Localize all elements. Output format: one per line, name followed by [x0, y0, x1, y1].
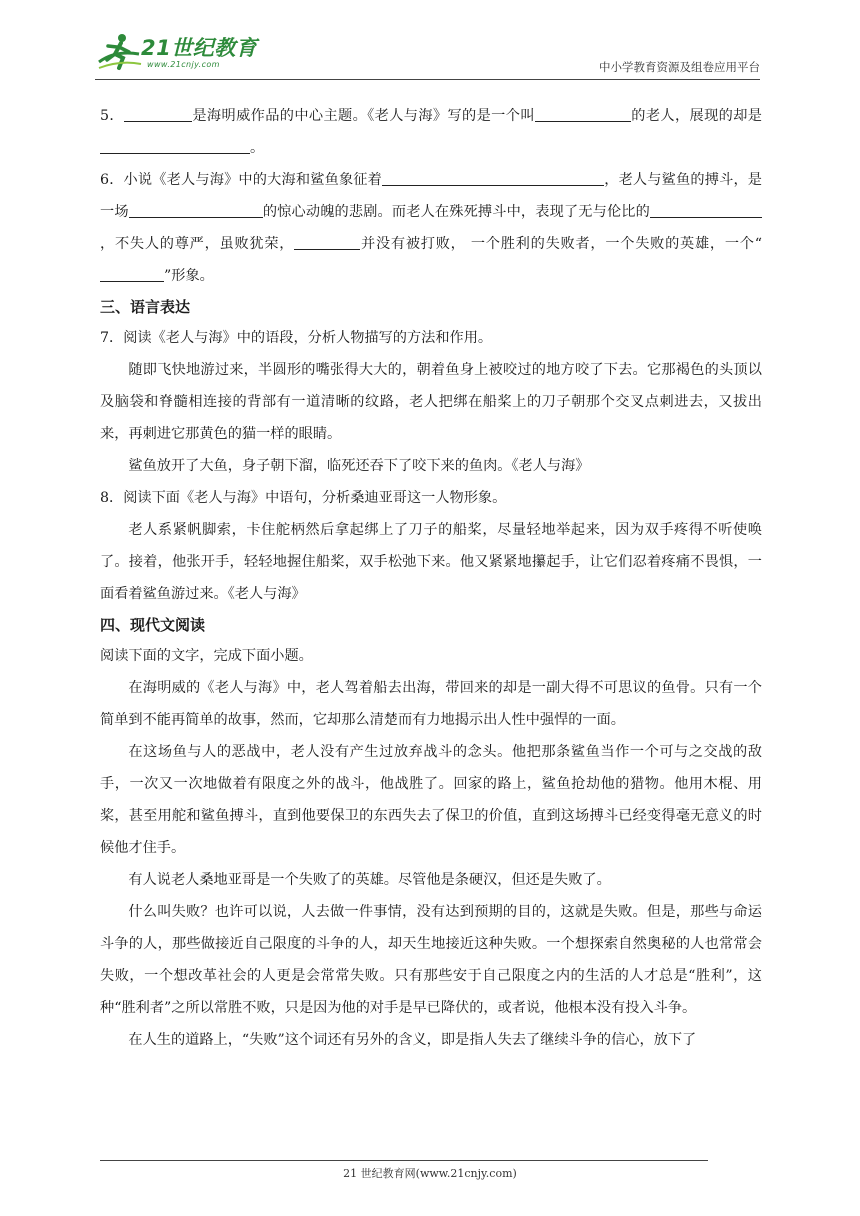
- question-5-text-3: 。: [250, 140, 265, 156]
- fill-blank[interactable]: [100, 139, 250, 154]
- site-logo[interactable]: [95, 32, 270, 76]
- platform-tagline: 中小学教育资源及组卷应用平台: [599, 60, 760, 74]
- question-6-text-6: ”形象。: [164, 268, 214, 284]
- reading-paragraph-1: 在海明威的《老人与海》中，老人驾着船去出海，带回来的却是一副大得不可思议的鱼骨。只有一个简单到不能再简单的故事，然而，它却那么清楚而有力地揭示出人性中强悍的一面。: [100, 680, 762, 728]
- reading-paragraph-4: 什么叫失败？也许可以说，人去做一件事情，没有达到预期的目的，这就是失败。但是，那些与命运斗争的人，那些做接近自己限度的斗争的人，却天生地接近这种失败。一个想探索自然奥秘的人也常常会失败，一个想改革社会的人更是会常常失败。只有那些安于自己限度之内的生活的人才总是“胜利”，这种“胜利者”之所以常胜不败，只是因为他的对手是早已降伏的，或者说，他根本没有投入斗争。: [100, 904, 762, 1016]
- question-5: [100, 100, 762, 164]
- section-4-heading: 四、现代文阅读: [100, 616, 206, 634]
- footer-divider: [100, 1160, 708, 1161]
- question-6: [100, 164, 762, 292]
- question-5-text-2: 的老人，展现的却是: [630, 108, 762, 124]
- fill-blank[interactable]: [124, 107, 192, 122]
- page-footer: 21 世纪教育网(www.21cnjy.com): [343, 1167, 517, 1180]
- reading-paragraph-5: 在人生的道路上，“失败”这个词还有另外的含义，即是指人失去了继续斗争的信心，放下了: [128, 1032, 697, 1048]
- reading-paragraph-2: 在这场鱼与人的恶战中，老人没有产生过放弃战斗的念头。他把那条鲨鱼当作一个可与之交战的敌手，一次又一次地做着有限度之外的战斗，他战胜了。回家的路上，鲨鱼抢劫他的猎物。他用木棍、用桨，甚至用舵和鲨鱼搏斗，直到他要保卫的东西失去了保卫的价值，直到这场搏斗已经变得毫无意义的时候他才住手。: [100, 744, 762, 856]
- question-6-text-5: 并没有被打败， 一个胜利的失败者，一个失败的英雄，一个“: [360, 236, 762, 252]
- logo-text: 21世纪教育: [141, 36, 258, 60]
- document-body: [100, 100, 762, 1056]
- logo-url: www.21cnjy.com: [147, 60, 220, 69]
- fill-blank[interactable]: [535, 107, 631, 122]
- question-8-stem: 8．阅读下面《老人与海》中语句，分析桑迪亚哥这一人物形象。: [100, 490, 507, 506]
- question-6-text-1: 6．小说《老人与海》中的大海和鲨鱼象征着: [100, 172, 383, 188]
- question-5-number: 5．: [100, 108, 124, 124]
- question-8-passage: 老人系紧帆脚索，卡住舵柄然后拿起绑上了刀子的船桨，尽量轻地举起来，因为双手疼得不听使唤了。接着，他张开手，轻轻地握住船桨，双手松弛下来。他又紧紧地攥起手，让它们忍着疼痛不畏惧，一面看着鲨鱼游过来。《老人与海》: [100, 522, 762, 602]
- question-7-passage-2: 鲨鱼放开了大鱼，身子朝下溜，临死还吞下了咬下来的鱼肉。《老人与海》: [128, 458, 590, 474]
- question-7-passage-1: 随即飞快地游过来，半圆形的嘴张得大大的，朝着鱼身上被咬过的地方咬了下去。它那褐色的头顶以及脑袋和脊髓相连接的背部有一道清晰的纹路，老人把绑在船桨上的刀子朝那个交叉点刺进去，又拔出来，再刺进它那黄色的猫一样的眼睛。: [100, 362, 762, 442]
- fill-blank[interactable]: [382, 171, 604, 186]
- section-3-heading: 三、语言表达: [100, 298, 191, 316]
- reading-instruction: 阅读下面的文字，完成下面小题。: [100, 648, 313, 664]
- page-header: [95, 28, 760, 80]
- fill-blank[interactable]: [650, 203, 762, 218]
- fill-blank[interactable]: [294, 235, 360, 250]
- question-6-text-4: ，不失人的尊严，虽败犹荣，: [100, 236, 295, 252]
- header-divider: [95, 79, 760, 80]
- question-5-text-1: 是海明威作品的中心主题。《老人与海》写的是一个叫: [191, 108, 535, 124]
- question-6-text-2: ，老人与鲨鱼的搏斗，是一场: [100, 172, 762, 220]
- runner-logo-icon: [95, 32, 145, 76]
- reading-paragraph-3: 有人说老人桑地亚哥是一个失败了的英雄。尽管他是条硬汉，但还是失败了。: [128, 872, 611, 888]
- question-7-stem: 7．阅读《老人与海》中的语段，分析人物描写的方法和作用。: [100, 330, 493, 346]
- fill-blank[interactable]: [129, 203, 263, 218]
- fill-blank[interactable]: [100, 267, 164, 282]
- question-6-text-3: 的惊心动魄的悲剧。而老人在殊死搏斗中，表现了无与伦比的: [262, 204, 650, 220]
